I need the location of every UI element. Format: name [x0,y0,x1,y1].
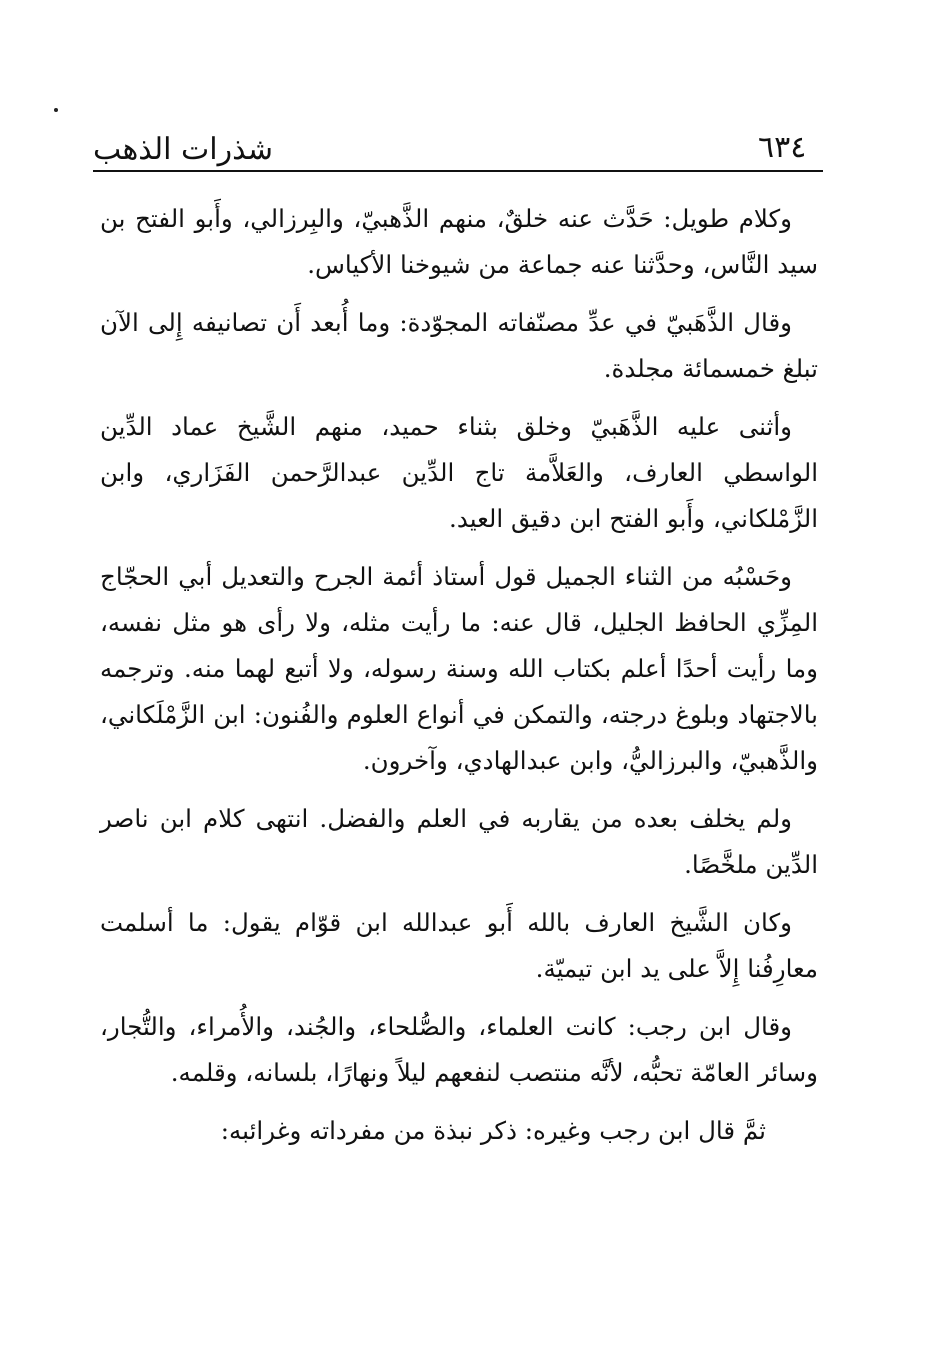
paragraph: وكلام طويل: حَدَّث عنه خلقٌ، منهم الذَّهبيّ، والبِرزالي، وأَبو الفتح بن سيد النَّاس، وحدَّثنا عنه جماعة من شيوخنا الأكياس. [100,204,818,279]
paragraph: ثمَّ قال ابن رجب وغيره: ذكر نبذة من مفرداته وغرائبه: [220,1116,766,1145]
paragraph: ولم يخلف بعده من يقاربه في العلم والفضل. انتهى كلام ابن ناصر الدِّين ملخَّصًا. [100,804,818,879]
paragraph: وقال الذَّهَبيّ في عدِّ مصنّفاته المجوّدة: وما أُبعد أَن تصانيفه إِلى الآن تبلغ خمسمائة مجلدة. [100,308,818,383]
scan-speck [54,108,58,112]
running-header [93,126,823,170]
header-rule [93,170,823,172]
page-number: ٦٣٤ [758,130,807,165]
paragraph: وحَسْبُه من الثناء الجميل قول أستاذ أئمة الجرح والتعديل أبي الحجّاج المِزِّي الحافظ الجليل، قال عنه: ما رأيت مثله، ولا رأى هو مثل نفسه، وما رأيت أحدًا أعلم بكتاب الله وسنة رسوله، ولا أتبع لهما منه. وترجمه بالاجتهاد وبلوغ درجته، والتمكن في أنواع العلوم والفُنون: ابن الزَّمْلَكاني، والذَّهبيّ، والبرزاليُّ، وابن عبدالهادي، وآخرون. [100,562,818,775]
paragraph: وقال ابن رجب: كانت العلماء، والصُّلحاء، والجُند، والأُمراء، والتُّجار، وسائر العامّة تحبُّه، لأنَّه منتصب لنفعهم ليلاً ونهارًا، بلسانه، وقلمه. [100,1012,818,1087]
paragraph: وأثنى عليه الذَّهَبيّ وخلق بثناء حميد، منهم الشَّيخ عماد الدِّين الواسطي العارف، والعَلاَّمة تاج الدِّين عبدالرَّحمن الفَزَاري، وابن الزَّمْلكاني، وأَبو الفتح ابن دقيق العيد. [100,412,818,533]
book-title: شذرات الذهب [93,132,273,167]
paragraph: وكان الشَّيخ العارف بالله أَبو عبدالله ابن قوّام يقول: ما أسلمت معارِفُنا إِلاَّ على يد ابن تيميّة. [100,908,818,983]
body-text [100,196,818,1166]
